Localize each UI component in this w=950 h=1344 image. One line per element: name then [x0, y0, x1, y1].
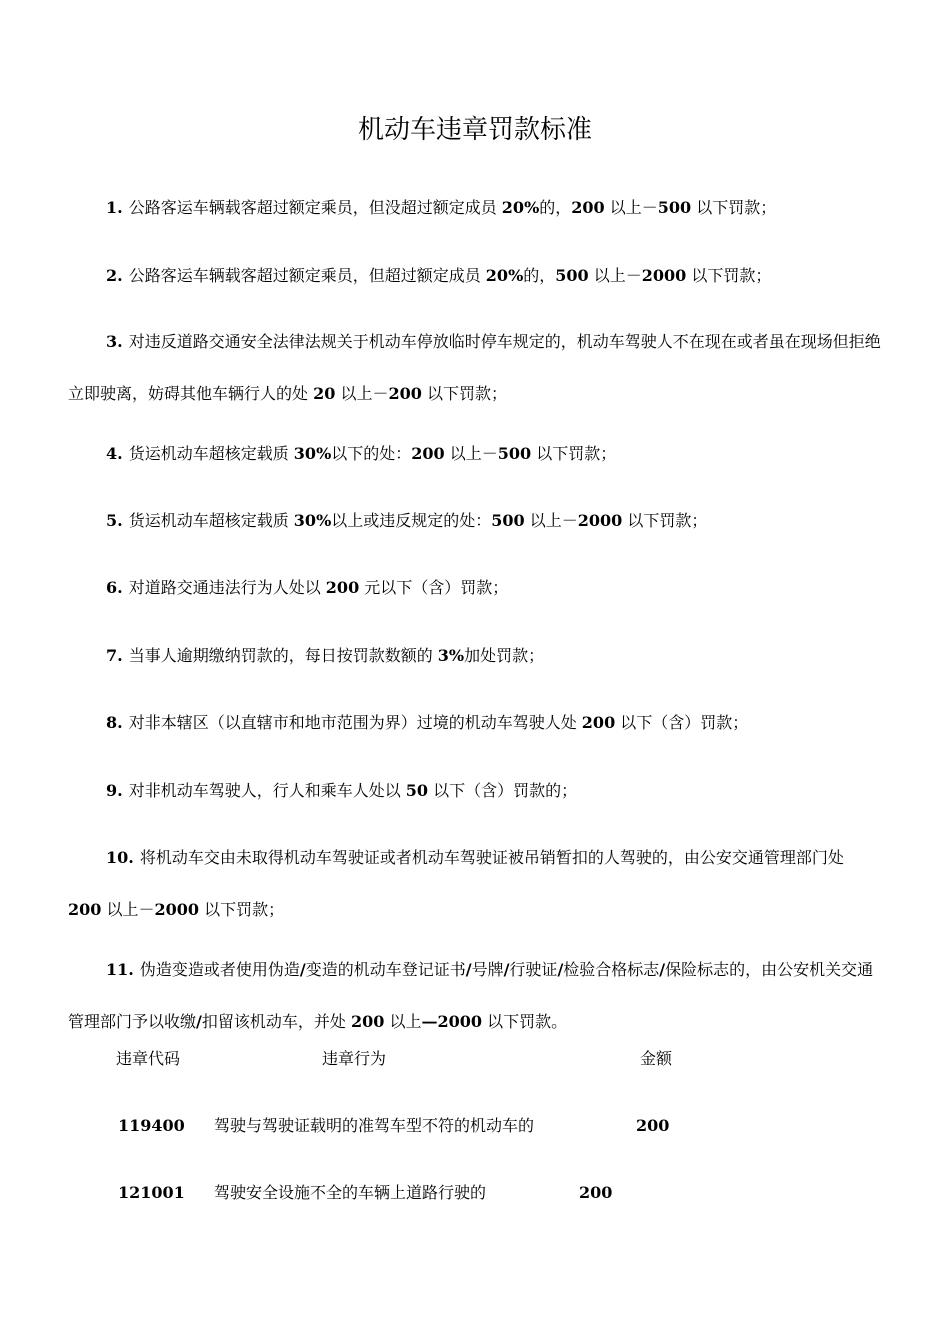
violation-code: 119400 [118, 1116, 185, 1135]
rule-number: 7. [106, 646, 123, 665]
rule-item-10 [68, 832, 882, 936]
rule-number: 2. [106, 266, 123, 285]
rule-item-2 [68, 250, 882, 302]
rule-item-9 [68, 765, 882, 817]
rule-text: 货运机动车超核定载质 30%以上或违反规定的处：500 以上－2000 以下罚款； [128, 511, 708, 530]
rule-number: 5. [106, 511, 123, 530]
table-row [0, 1178, 950, 1208]
rule-item-4 [68, 428, 882, 480]
rule-text: 将机动车交由未取得机动车驾驶证或者机动车驾驶证被吊销暂扣的人驾驶的，由公安交通管理部门处 200 以上－2000 以下罚款； [68, 848, 844, 919]
table-header-amount: 金额 [640, 1049, 673, 1068]
rule-item-3 [68, 316, 882, 420]
table-row [0, 1111, 950, 1141]
rule-number: 4. [106, 444, 123, 463]
rule-text: 对道路交通违法行为人处以 200 元以下（含）罚款； [128, 578, 509, 597]
rule-item-8 [68, 697, 882, 749]
rule-text: 伪造变造或者使用伪造/变造的机动车登记证书/号牌/行驶证/检验合格标志/保险标志的，由公安机关交通管理部门予以收缴/扣留该机动车，并处 200 以上—2000 以下罚款。 [68, 960, 874, 1031]
violation-description: 驾驶与驾驶证载明的准驾车型不符的机动车的 [214, 1116, 535, 1135]
rule-number: 3. [106, 332, 123, 351]
rule-number: 8. [106, 713, 123, 732]
rule-text: 对非机动车驾驶人，行人和乘车人处以 50 以下（含）罚款的； [128, 781, 578, 800]
violation-code: 121001 [118, 1183, 185, 1202]
rule-text: 公路客运车辆载客超过额定乘员，但超过额定成员 20%的，500 以上－2000 以下罚款； [128, 266, 772, 285]
table-header-behavior: 违章行为 [322, 1049, 387, 1068]
rule-number: 9. [106, 781, 123, 800]
rule-number: 10. [106, 848, 134, 867]
rule-item-7 [68, 630, 882, 682]
rule-text: 货运机动车超核定载质 30%以下的处：200 以上－500 以下罚款； [128, 444, 617, 463]
rule-number: 6. [106, 578, 123, 597]
document-title: 机动车违章罚款标准 [357, 115, 592, 145]
rule-text: 公路客运车辆载客超过额定乘员，但没超过额定成员 20%的，200 以上－500 以下罚款； [128, 198, 777, 217]
rule-item-5 [68, 495, 882, 547]
fine-amount: 200 [636, 1116, 670, 1135]
rule-item-11 [68, 944, 882, 1048]
rule-item-6 [68, 562, 882, 614]
rule-text: 对非本辖区（以直辖市和地市范围为界）过境的机动车驾驶人处 200 以下（含）罚款； [128, 713, 749, 732]
rule-number: 11. [106, 960, 134, 979]
rule-text: 当事人逾期缴纳罚款的，每日按罚款数额的 3%加处罚款； [128, 646, 545, 665]
table-header-code: 违章代码 [116, 1049, 181, 1068]
rule-text: 对违反道路交通安全法律法规关于机动车停放临时停车规定的，机动车驾驶人不在现在或者虽在现场但拒绝立即驶离，妨碍其他车辆行人的处 20 以上－200 以下罚款； [68, 332, 881, 403]
violation-description: 驾驶安全设施不全的车辆上道路行驶的 [214, 1183, 487, 1202]
rule-item-1 [68, 182, 882, 234]
fine-amount: 200 [579, 1183, 613, 1202]
rule-number: 1. [106, 198, 123, 217]
